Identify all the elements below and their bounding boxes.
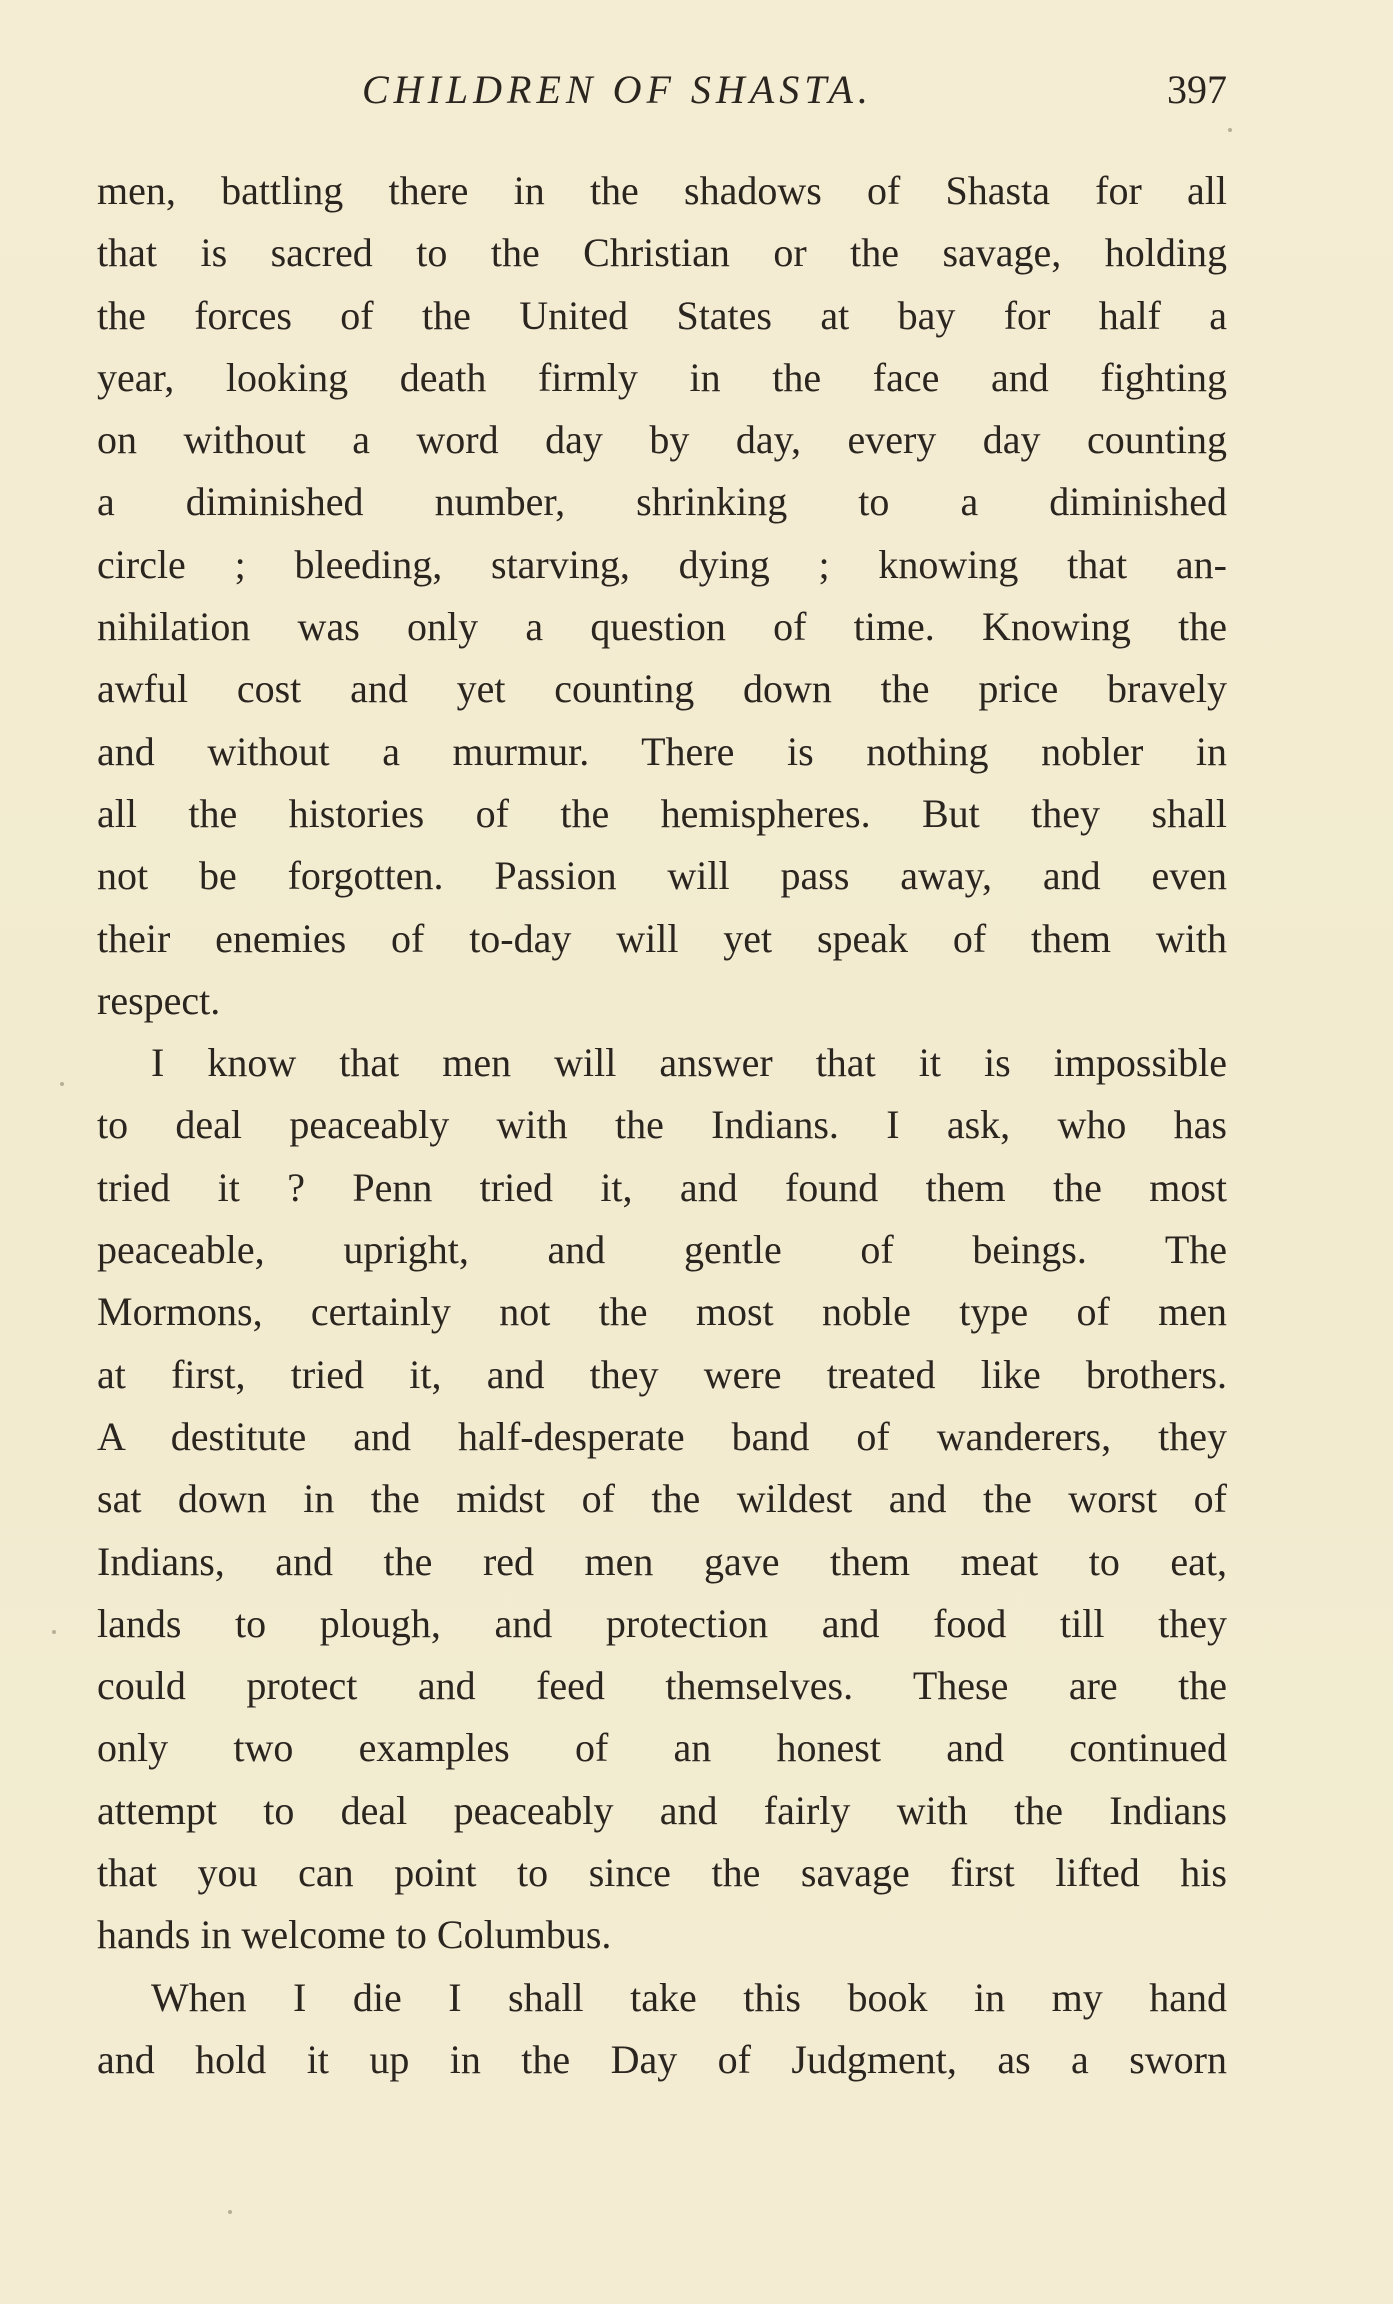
paragraph-3 bbox=[97, 1967, 1227, 2092]
running-head bbox=[97, 66, 1227, 126]
paper-speck bbox=[60, 1082, 64, 1086]
text-line: awful cost and yet counting down the price bravely bbox=[97, 666, 1227, 712]
text-line: circle ; bleeding, starving, dying ; knowing that an- bbox=[97, 541, 1227, 587]
text-line: A destitute and half-desperate band of wanderers, they bbox=[97, 1413, 1227, 1459]
paper-speck bbox=[1228, 128, 1232, 132]
paragraph-1 bbox=[97, 160, 1227, 1032]
text-line: a diminished number, shrinking to a diminished bbox=[97, 479, 1227, 525]
running-title: CHILDREN OF SHASTA. bbox=[362, 67, 873, 112]
text-line: at first, tried it, and they were treated like brothers. bbox=[97, 1351, 1227, 1397]
text-line: on without a word day by day, every day counting bbox=[97, 417, 1227, 463]
text-line: could protect and feed themselves. These are the bbox=[97, 1663, 1227, 1709]
text-line: Mormons, certainly not the most noble type of men bbox=[97, 1289, 1227, 1335]
text-line: peaceable, upright, and gentle of beings. The bbox=[97, 1227, 1227, 1273]
paragraph-2 bbox=[97, 1032, 1227, 1966]
text-line: that is sacred to the Christian or the savage, holding bbox=[97, 230, 1227, 276]
text-line: Indians, and the red men gave them meat to eat, bbox=[97, 1538, 1227, 1584]
text-line: that you can point to since the savage first lifted his bbox=[97, 1850, 1227, 1896]
text-line: I know that men will answer that it is impossible bbox=[151, 1040, 1227, 1086]
text-line: and hold it up in the Day of Judgment, as a sworn bbox=[97, 2036, 1227, 2082]
text-line: men, battling there in the shadows of Shasta for all bbox=[97, 168, 1227, 213]
paper-speck bbox=[52, 1630, 56, 1634]
body-text bbox=[97, 160, 1227, 2091]
text-line: and without a murmur. There is nothing nobler in bbox=[97, 728, 1227, 774]
text-line: sat down in the midst of the wildest and the worst of bbox=[97, 1476, 1227, 1522]
text-line: year, looking death firmly in the face and fighting bbox=[97, 354, 1227, 400]
page-number: 397 bbox=[1167, 67, 1227, 112]
text-line: respect. bbox=[97, 977, 221, 1023]
text-line: hands in welcome to Columbus. bbox=[97, 1912, 612, 1958]
text-line: nihilation was only a question of time. Knowing the bbox=[97, 604, 1227, 650]
text-line: When I die I shall take this book in my hand bbox=[151, 1974, 1227, 2020]
text-line: their enemies of to-day will yet speak of them with bbox=[97, 915, 1227, 961]
text-line: to deal peaceably with the Indians. I ask, who has bbox=[97, 1102, 1227, 1148]
text-line: all the histories of the hemispheres. But they shall bbox=[97, 790, 1227, 836]
text-line: attempt to deal peaceably and fairly with the Indians bbox=[97, 1787, 1227, 1833]
text-line: tried it ? Penn tried it, and found them the most bbox=[97, 1164, 1227, 1210]
text-line: lands to plough, and protection and food till they bbox=[97, 1600, 1227, 1646]
paper-speck bbox=[228, 2210, 232, 2214]
text-line: the forces of the United States at bay for half a bbox=[97, 292, 1227, 338]
text-line: not be forgotten. Passion will pass away, and even bbox=[97, 853, 1227, 899]
text-line: only two examples of an honest and continued bbox=[97, 1725, 1227, 1771]
